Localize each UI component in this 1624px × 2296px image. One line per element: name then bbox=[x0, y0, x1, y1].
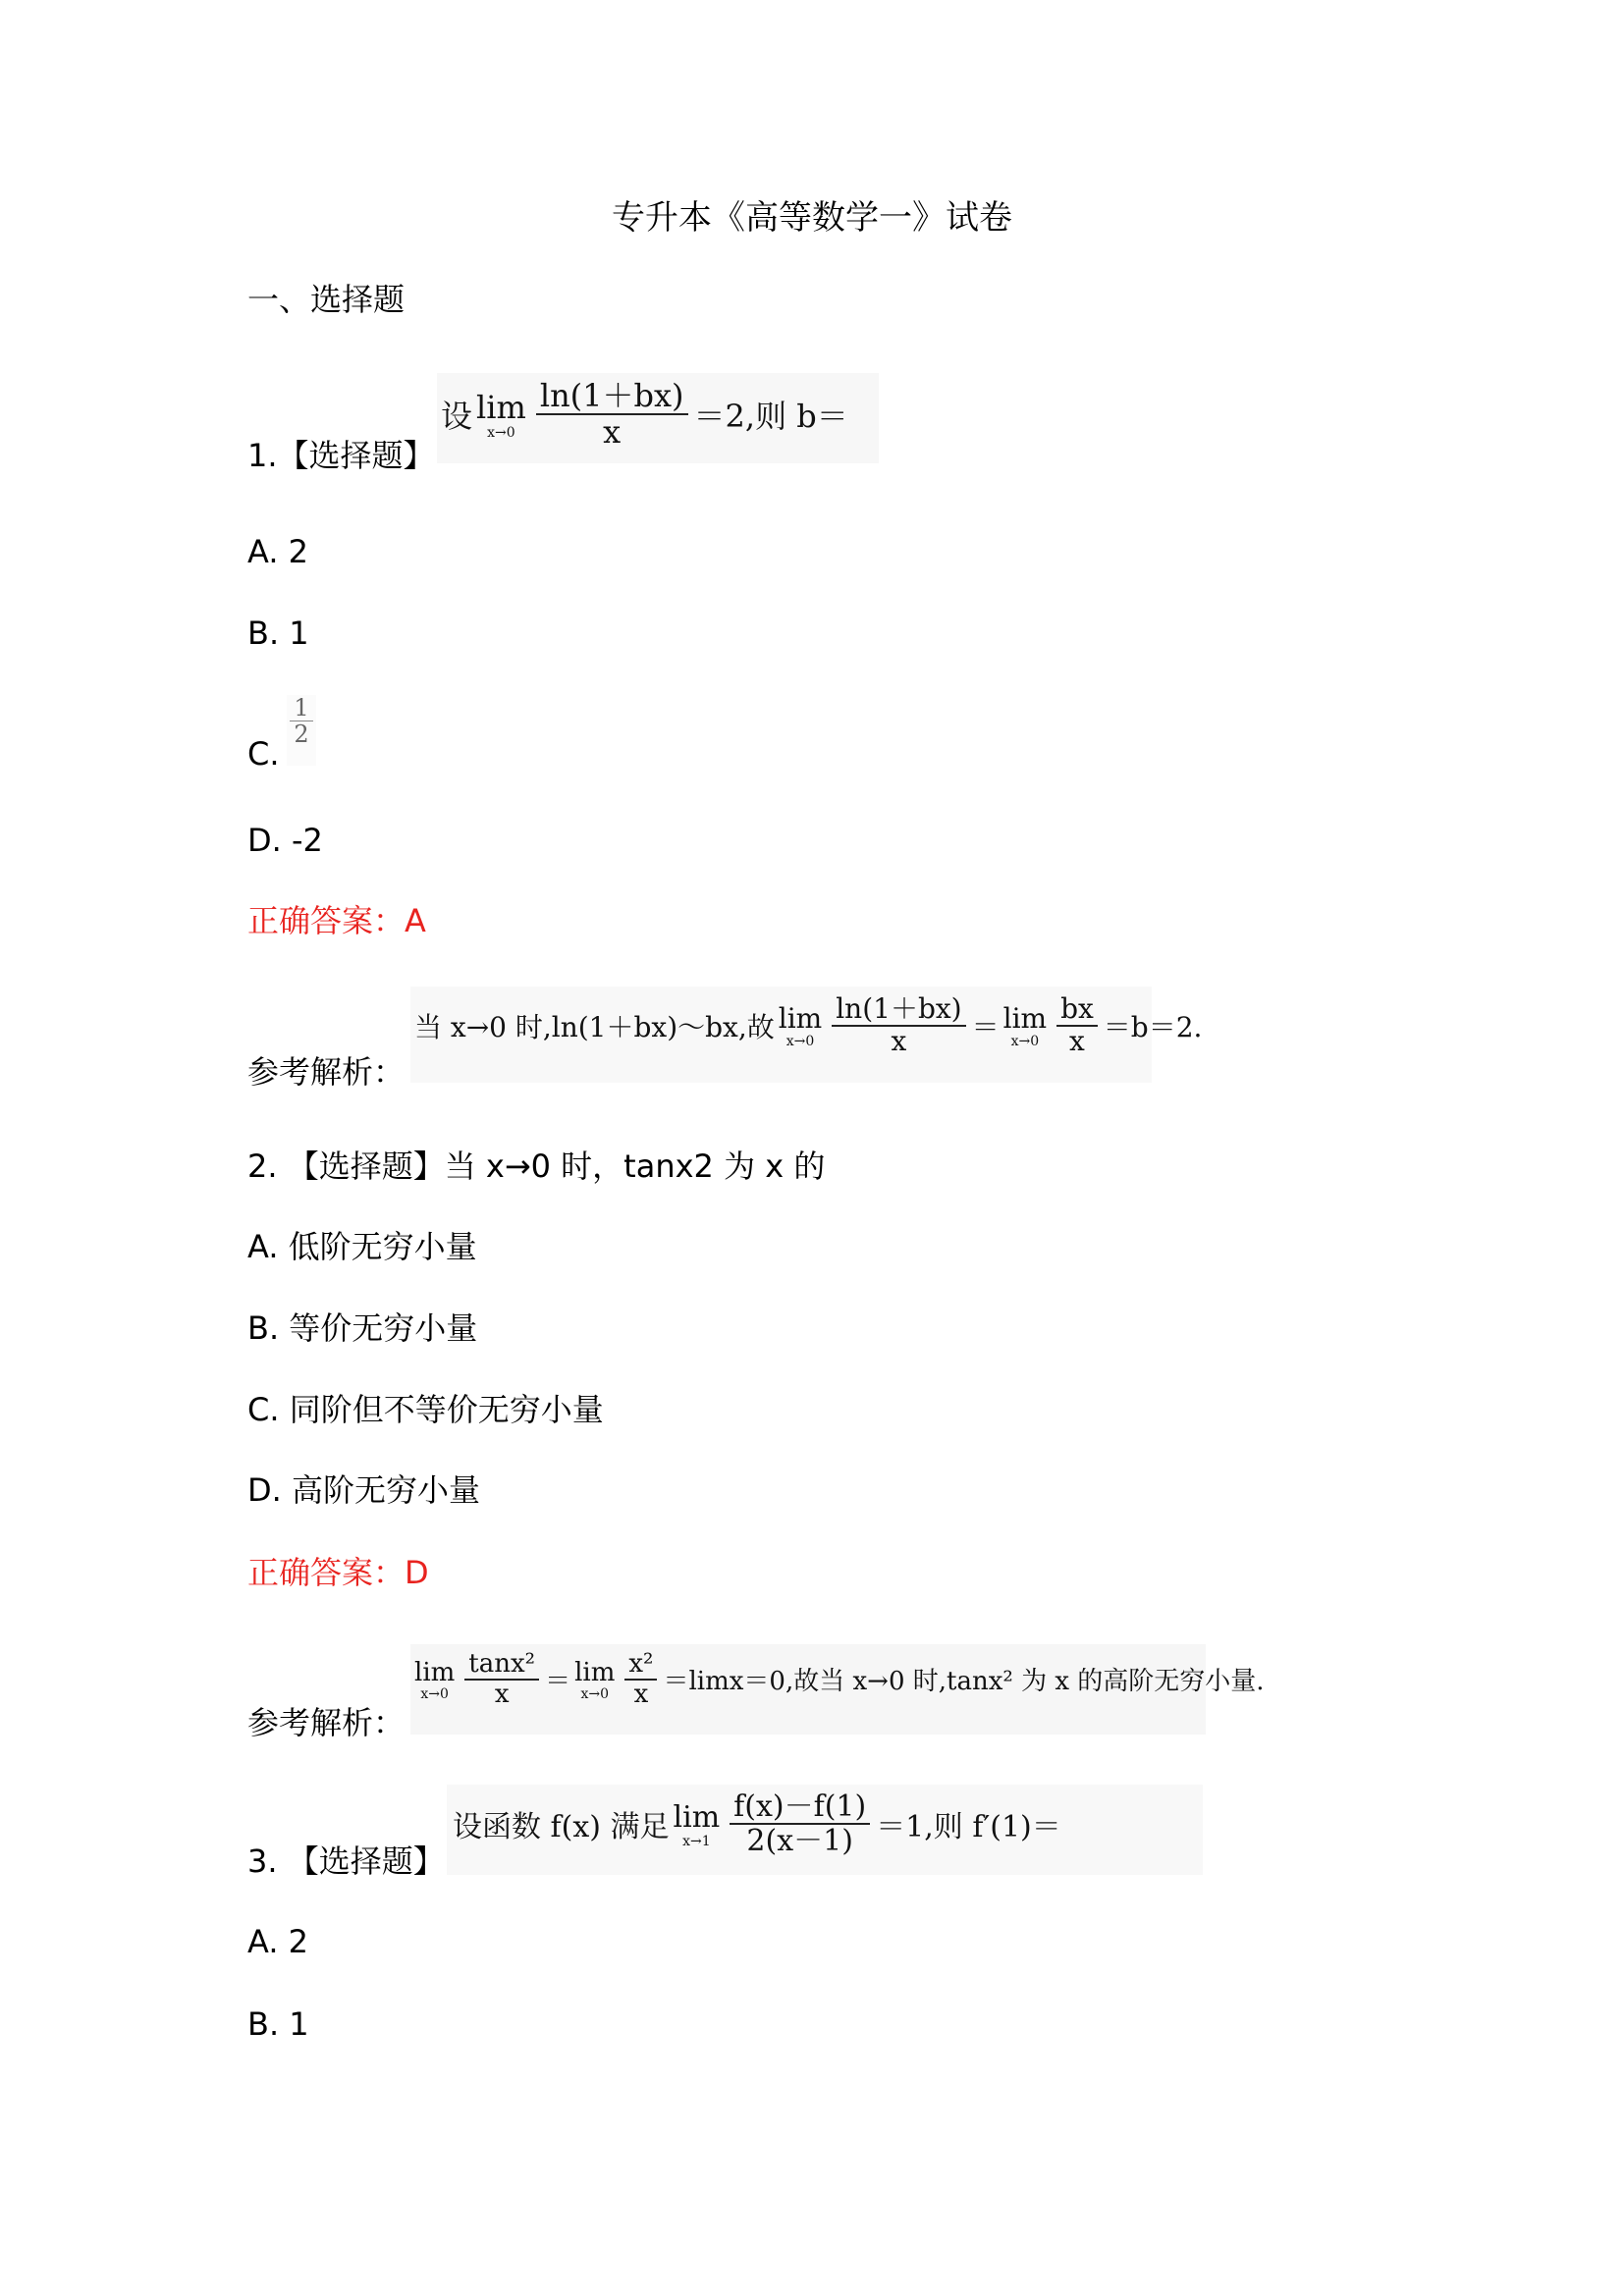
q2-option-c: C. 同阶但不等价无穷小量 bbox=[247, 1391, 604, 1428]
q2-label: 2. 【选择题】当 x→0 时，tanx2 为 x 的 bbox=[247, 1148, 826, 1185]
q1-formula-suffix: ＝2,则 b＝ bbox=[693, 398, 848, 436]
q1-analysis-lim2: lim bbox=[1002, 1002, 1048, 1036]
q3-formula-image bbox=[447, 1785, 1203, 1875]
q1-option-c-num: 1 bbox=[290, 695, 312, 721]
q1-option-c-den: 2 bbox=[294, 721, 309, 749]
q2-analysis-lim2: lim bbox=[574, 1657, 616, 1687]
q1-formula-den: x bbox=[603, 413, 622, 452]
q1-option-c-fraction bbox=[287, 695, 316, 766]
q2-analysis-den2: x bbox=[633, 1679, 649, 1709]
q3-formula-prefix: 设函数 f(x) 满足 bbox=[453, 1810, 670, 1844]
q1-analysis-num: ln(1＋bx) bbox=[832, 994, 965, 1027]
q1-formula-lim: lim bbox=[476, 389, 526, 427]
q2-analysis-num2: x² bbox=[624, 1650, 657, 1681]
q1-analysis-den: x bbox=[891, 1024, 907, 1057]
q2-analysis-lim: lim bbox=[414, 1657, 456, 1687]
q3-label: 3. 【选择题】 bbox=[247, 1842, 445, 1880]
q3-formula-den: 2(x－1) bbox=[746, 1824, 853, 1858]
q1-analysis-sub: x→0 bbox=[785, 1034, 815, 1050]
q2-analysis-eq: ＝ bbox=[545, 1667, 571, 1697]
q2-analysis-p3: ＝limx＝0,故当 x→0 时,tanx² 为 x 的高阶无穷小量. bbox=[663, 1667, 1265, 1697]
q2-analysis-label: 参考解析： bbox=[247, 1704, 406, 1741]
q3-formula-num: f(x)－f(1) bbox=[730, 1790, 870, 1825]
q2-option-b: B. 等价无穷小量 bbox=[247, 1309, 478, 1347]
q2-analysis-den: x bbox=[494, 1679, 510, 1709]
q1-option-a: A. 2 bbox=[247, 533, 309, 570]
q2-option-d: D. 高阶无穷小量 bbox=[247, 1471, 480, 1509]
page-title: 专升本《高等数学一》试卷 bbox=[612, 198, 1012, 238]
q1-analysis-tail: ＝b＝2. bbox=[1103, 1010, 1203, 1043]
q1-answer: 正确答案：A bbox=[247, 902, 426, 939]
q1-analysis-lim: lim bbox=[778, 1002, 823, 1036]
q1-label: 1.【选择题】 bbox=[247, 437, 435, 474]
q1-analysis-p1: 当 x→0 时,ln(1＋bx)～bx,故 bbox=[414, 1010, 775, 1043]
q3-formula-lim: lim bbox=[673, 1799, 721, 1835]
q1-formula-num: ln(1＋bx) bbox=[536, 379, 688, 415]
q2-analysis-sub2: x→0 bbox=[580, 1685, 610, 1702]
q1-formula-image bbox=[437, 373, 879, 463]
q1-analysis-num2: bx bbox=[1056, 994, 1098, 1027]
q2-analysis-num: tanx² bbox=[464, 1650, 539, 1681]
q3-formula-sub: x→1 bbox=[682, 1833, 711, 1849]
q1-analysis-label: 参考解析： bbox=[247, 1053, 406, 1091]
q1-analysis-eq: ＝ bbox=[971, 1010, 1000, 1043]
q1-analysis-sub2: x→0 bbox=[1010, 1034, 1040, 1050]
q1-option-c: C. bbox=[247, 735, 280, 773]
q1-option-b: B. 1 bbox=[247, 614, 309, 652]
q1-analysis-image bbox=[410, 987, 1203, 1083]
q1-formula-sub: x→0 bbox=[487, 425, 515, 442]
q3-option-b: B. 1 bbox=[247, 2005, 309, 2043]
section-heading: 一、选择题 bbox=[247, 281, 406, 318]
q1-option-d: D. -2 bbox=[247, 822, 323, 859]
q2-option-a: A. 低阶无穷小量 bbox=[247, 1228, 477, 1265]
q2-answer: 正确答案：D bbox=[247, 1554, 429, 1591]
q2-analysis-image bbox=[410, 1644, 1265, 1735]
q2-analysis-sub: x→0 bbox=[420, 1685, 449, 1702]
q3-formula-suffix: ＝1,则 f′(1)＝ bbox=[876, 1810, 1061, 1844]
q3-option-a: A. 2 bbox=[247, 1923, 309, 1960]
q1-analysis-den2: x bbox=[1069, 1024, 1085, 1057]
q1-formula-prefix: 设 bbox=[441, 398, 473, 436]
